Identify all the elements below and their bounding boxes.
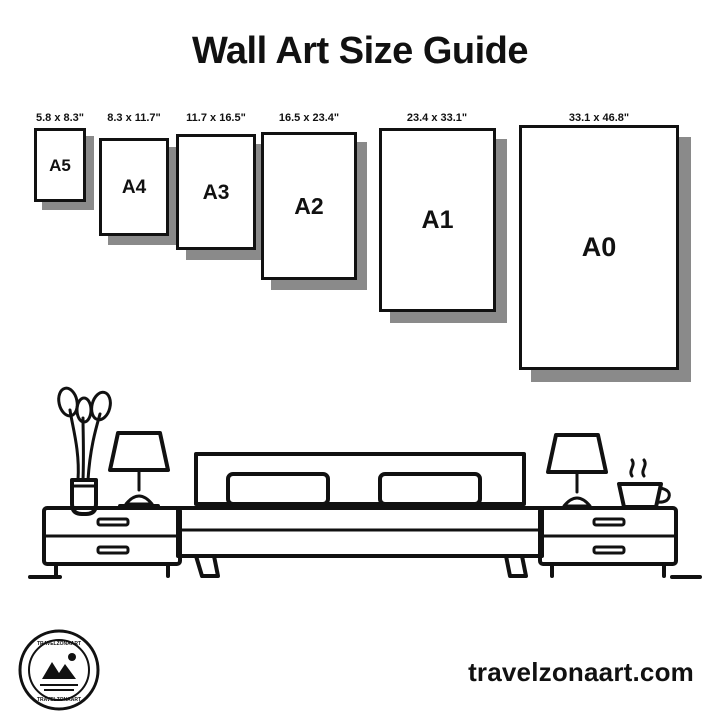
- frame-size-label-a2: 16.5 x 23.4": [278, 112, 340, 124]
- frame-name-a1: A1: [421, 205, 454, 234]
- frame-name-a4: A4: [121, 176, 147, 198]
- coffee-cup: [619, 460, 669, 507]
- page-title: Wall Art Size Guide: [191, 30, 529, 72]
- frame-size-label-a4: 8.3 x 11.7": [107, 112, 161, 124]
- left-table-lamp: [110, 433, 168, 506]
- frame-size-label-a3: 11.7 x 16.5": [186, 112, 246, 124]
- frame-size-label-a0: 33.1 x 46.8": [568, 112, 630, 124]
- frame-a2: [261, 132, 357, 280]
- frame-group-a2: [261, 110, 357, 300]
- bedroom-illustration: [0, 380, 720, 610]
- frame-a4: [99, 138, 169, 236]
- frame-size-label-a5: 5.8 x 8.3": [35, 112, 85, 124]
- vase-with-flowers: [56, 386, 113, 514]
- frame-group-a4: [99, 110, 169, 250]
- right-nightstand: [540, 508, 676, 576]
- frame-a0: [519, 125, 679, 370]
- frame-name-a5: A5: [49, 155, 71, 175]
- frame-name-a2: A2: [294, 192, 324, 219]
- frame-group-a3: [176, 110, 256, 270]
- brand-logo-icon: [18, 629, 100, 711]
- frame-a5: [34, 128, 86, 202]
- bed: [178, 454, 542, 576]
- right-table-lamp: [548, 435, 606, 508]
- frame-name-a0: A0: [581, 232, 617, 262]
- frame-group-a0: [519, 110, 679, 395]
- frame-group-a1: [379, 110, 496, 335]
- logo-text-top: TRAVELZONAART: [36, 641, 82, 647]
- left-nightstand: [44, 508, 180, 576]
- frame-size-chart: [0, 110, 720, 400]
- footer: [0, 615, 720, 720]
- frame-size-label-a1: 23.4 x 33.1": [406, 112, 468, 124]
- logo-text-bottom: TRAVELZONAART: [36, 697, 82, 703]
- frame-group-a5: [34, 110, 86, 220]
- frame-name-a3: A3: [202, 180, 230, 204]
- website-url: travelzonaart.com: [468, 657, 694, 687]
- frame-a3: [176, 134, 256, 250]
- frame-a1: [379, 128, 496, 312]
